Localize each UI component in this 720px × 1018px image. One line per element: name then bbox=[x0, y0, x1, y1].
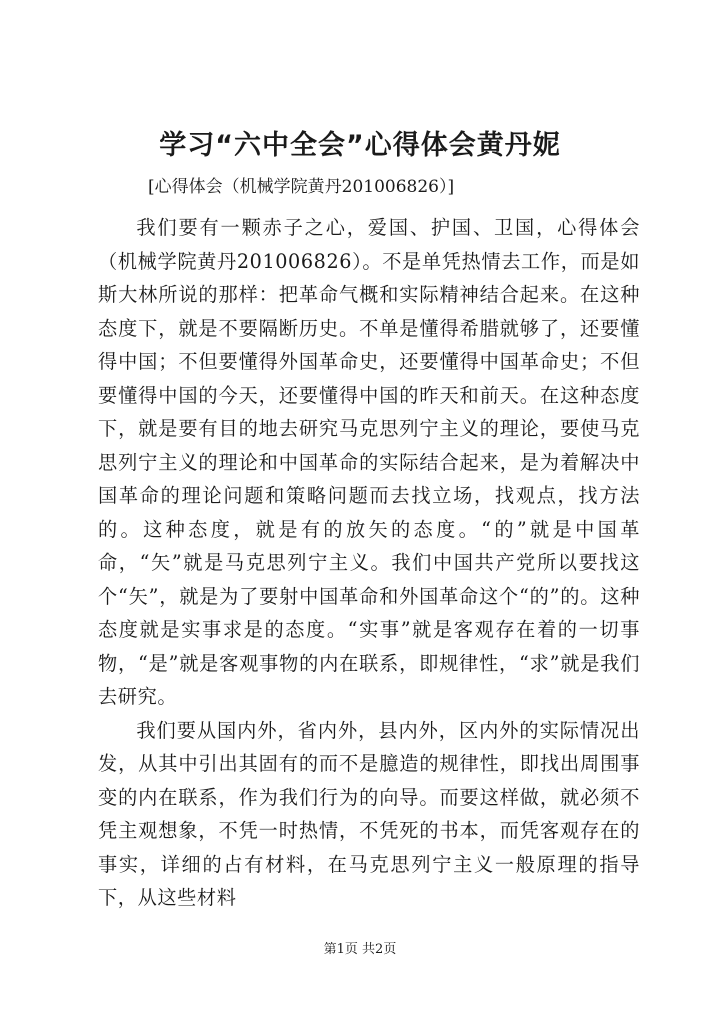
source-line: [心得体会（机械学院黄丹201006826）] bbox=[148, 177, 455, 197]
body-paragraph-1: 我们要有一颗赤子之心，爱国、护国、卫国，心得体会（机械学院黄丹201006826）。不是单凭热情去工作，而是如斯大林所说的那样：把革命气概和实际精神结合起来。在这种态度下，就是不要隔断历史。不单是懂得希腊就够了，还要懂得中国；不但要懂得外国革命史，还要懂得中国革命史；不但要懂得中国的今天，还要懂得中国的昨天和前天。在这种态度下，就是要有目的地去研究马克思列宁主义的理论，要使马克思列宁主义的理论和中国革命的实际结合起来，是为着解决中国革命的理论问题和策略问题而去找立场，找观点，找方法的。这种态度，就是有的放矢的态度。“的”就是中国革命，“矢”就是马克思列宁主义。我们中国共产党所以要找这个“矢”，就是为了要射中国革命和外国革命这个“的”的。这种态度就是实事求是的态度。“实事”就是客观存在着的一切事物，“是”就是客观事物的内在联系，即规律性，“求”就是我们去研究。 bbox=[98, 216, 640, 708]
document-title: 学习“六中全会”心得体会黄丹妮 bbox=[159, 130, 561, 161]
body-paragraph-2: 我们要从国内外，省内外，县内外，区内外的实际情况出发，从其中引出其固有的而不是臆造的规律性，即找出周围事变的内在联系，作为我们行为的向导。而要这样做，就必须不凭主观想象，不凭一时热情，不凭死的书本，而凭客观存在的事实，详细的占有材料，在马克思列宁主义一般原理的指导下，从这些材料 bbox=[98, 718, 640, 909]
page-footer: 第1页 共2页 bbox=[323, 942, 397, 957]
document-body bbox=[98, 211, 640, 915]
